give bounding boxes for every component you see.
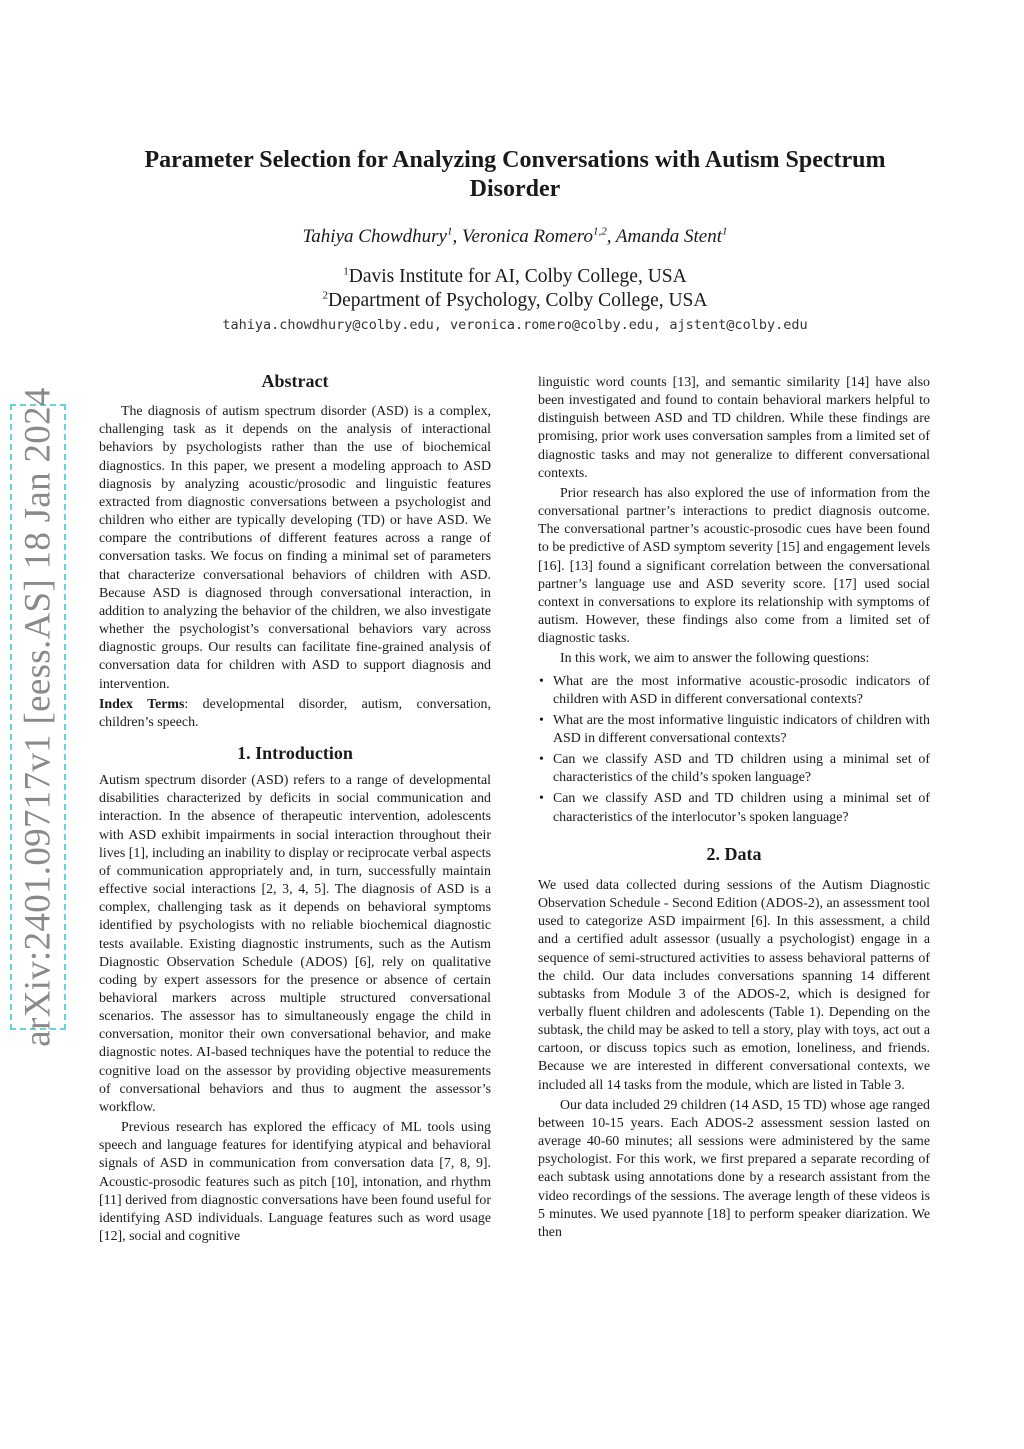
index-terms-label: Index Terms bbox=[99, 696, 185, 712]
author-name: Amanda Stent bbox=[615, 226, 722, 247]
index-terms bbox=[99, 696, 491, 732]
author-emails: tahiya.chowdhury@colby.edu, veronica.romero@colby.edu, ajstent@colby.edu bbox=[222, 317, 808, 333]
left-column bbox=[99, 372, 491, 1246]
affiliation-text: Davis Institute for AI, Colby College, USA bbox=[348, 266, 687, 287]
affiliation-mark: 2 bbox=[322, 289, 328, 302]
author-affiliation-mark: 1,2 bbox=[593, 225, 607, 238]
question-item: • What are the most informative linguistic indicators of children with ASD in different conversational contexts? bbox=[538, 712, 930, 748]
affiliation-mark: 1 bbox=[343, 265, 349, 278]
question-item: • Can we classify ASD and TD children using a minimal set of characteristics of the interlocutor’s spoken language? bbox=[538, 790, 930, 826]
data-heading: 2. Data bbox=[706, 843, 762, 864]
intro-paragraph: In this work, we aim to answer the following questions: bbox=[560, 651, 870, 667]
introduction-heading: 1. Introduction bbox=[237, 742, 353, 763]
right-column bbox=[538, 374, 930, 1242]
author-list: Tahiya Chowdhury$^1$, Veronica Romero$^{1,2}$, Amanda Stent$^1$ bbox=[302, 225, 728, 247]
arxiv-stamp bbox=[10, 387, 66, 1047]
index-terms-text: : developmental disorder, autism, conversation, children’s speech. bbox=[99, 696, 491, 730]
intro-paragraph: Prior research has also explored the use of information from the conversational partner’s interactions to predict diagnosis outcome. The conversational partner’s acoustic-prosodic cues have been found to be predictive of ASD symptom severity [15] and engagement levels [16]. [13] found a significant correlation between the conversational partner’s language use and ASD severity score. [17] used social context in conversations to explore its relationship with symptoms of autism. However, these findings also come from a limited set of diagnostic tasks. bbox=[538, 485, 930, 647]
arxiv-id: arXiv:2401.09717v1 [eess.AS] 18 Jan 2024 bbox=[17, 387, 59, 1047]
research-questions bbox=[538, 673, 930, 827]
author-name: Veronica Romero bbox=[461, 226, 593, 247]
data-paragraph: Our data included 29 children (14 ASD, 15 TD) whose age ranged between 10-15 years. Each ADOS-2 assessment session lasted on average 40-60 minutes; all sessions were administered by the same psychologist. For this work, we first prepared a separate recording of each subtask using annotations done by a research assistant from the video recordings of the sessions. The average length of these videos is 5 minutes. We used pyannote [18] to perform speaker diarization. We then bbox=[538, 1097, 930, 1240]
abstract-text: The diagnosis of autism spectrum disorder (ASD) is a complex, challenging task as it depends on the analysis of interactional behaviors by psychologists rather than the use of biochemical diagnostics. In this paper, we present a modeling approach to ASD diagnosis by analyzing acoustic/prosodic and linguistic features extracted from diagnostic conversations between a psychologist and children who either are typically developing (TD) or have ASD. We compare the contributions of different features across a range of conversation tasks. We focus on finding a minimal set of parameters that characterize conversational behaviors of children with ASD. Because ASD is diagnosed through conversational interaction, in addition to analyzing the behavior of the children, we also investigate whether the psychologist’s conversational behaviors vary across diagnostic groups. Our results can facilitate fine-grained analysis of conversation data for children with ASD to support diagnosis and intervention. bbox=[99, 404, 491, 692]
question-item: • What are the most informative acoustic-prosodic indicators of children with ASD in different conversational contexts? bbox=[538, 673, 930, 709]
intro-paragraph: Previous research has explored the efficacy of ML tools using speech and language features for identifying atypical and behavioral signals of ASD in communication from conversation data [7, 8, 9]. Acoustic-prosodic features such as pitch [10], intonation, and rhythm [11] derived from diagnostic conversations have been found useful for identifying ASD individuals. Language features such as word usage [12], social and cognitive bbox=[99, 1120, 491, 1245]
paper-title: Parameter Selection for Analyzing Conversations with Autism Spectrum Disorder bbox=[144, 147, 886, 202]
affiliation-text: Department of Psychology, Colby College, USA bbox=[328, 290, 708, 311]
author-affiliation-mark: 1 bbox=[446, 225, 453, 238]
author-affiliation-mark: 1 bbox=[722, 225, 728, 238]
abstract-heading: Abstract bbox=[261, 371, 329, 391]
data-paragraph: We used data collected during sessions of the Autism Diagnostic Observation Schedule - Second Edition (ADOS-2), an assessment tool used to categorize ASD impairment [6]. In this assessment, a child and a certified adult assessor (usually a psychologist) engage in a sequence of semi-structured activities to assess behavioral patterns of the child. Our data includes conversations spanning 14 different subtasks from Module 3 of the ADOS-2, which is designed for verbally fluent children and adolescents (Table 1). Depending on the subtask, the child may be asked to tell a story, play with toys, act out a cartoon, or discuss topics such as emotion, loneliness, and friends. Because we are interested in different conversational contexts, we included all 14 tasks from the module, which are listed in Table 3. bbox=[538, 877, 930, 1093]
intro-paragraph: Autism spectrum disorder (ASD) refers to a range of developmental disabilities characterized by deficits in social communication and interaction. In the absence of therapeutic intervention, adolescents with ASD exhibit impairments in social interaction throughout their lives [1], including an inability to display or reciprocate verbal aspects of communication appropriately and, in turn, successfully maintain effective social interactions [2, 3, 4, 5]. The diagnosis of ASD is a complex, challenging task as it depends on behavioral symptoms identified by psychologists with no reliable biochemical diagnostic tests available. Existing diagnostic instruments, such as the Autism Diagnostic Observation Schedule (ADOS) [6], rely on qualitative coding by expert assessors for the presence or absence of certain behavioral markers across multiple structured conversational scenarios. The assessor has to simultaneously engage the child in conversation, monitor their own conversational behavior, and make diagnostic notes. AI-based techniques have the potential to reduce the cognitive load on the assessor by providing objective measurements of conversational behaviors and thus to augment the assessor’s workflow. bbox=[99, 773, 491, 1115]
author-name: Tahiya Chowdhury bbox=[302, 226, 447, 247]
question-item: • Can we classify ASD and TD children using a minimal set of characteristics of the child’s spoken language? bbox=[538, 751, 930, 787]
affiliation bbox=[100, 290, 930, 312]
affiliation bbox=[100, 266, 930, 288]
intro-paragraph-continued: linguistic word counts [13], and semantic similarity [14] have also been investigated and found to contain behavioral markers helpful to distinguish between ASD and TD children. While these findings are promising, prior work uses conversation samples from a limited set of diagnostic tasks and may not generalize to different conversational contexts. bbox=[538, 375, 930, 481]
